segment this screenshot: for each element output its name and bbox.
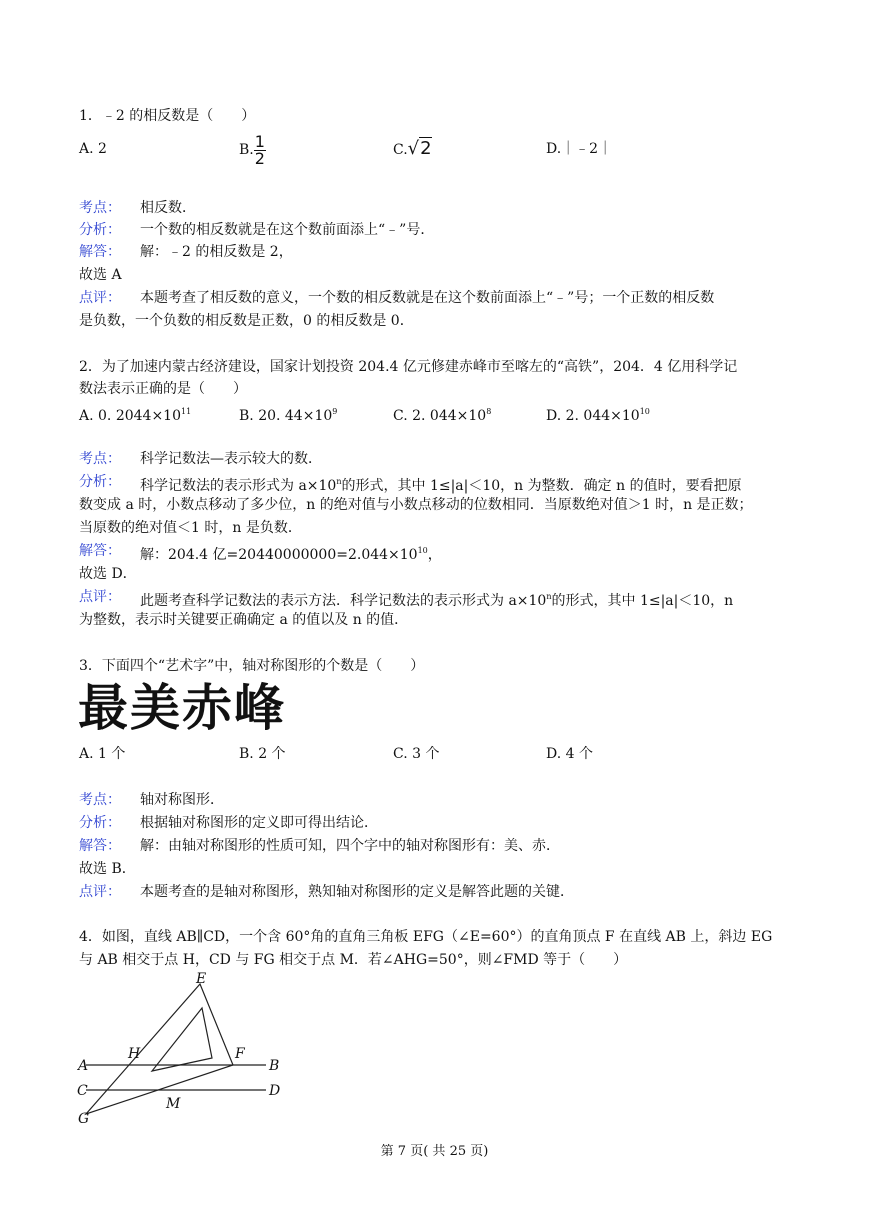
triangle-efg-inner bbox=[152, 1008, 212, 1071]
q2-jieda-label: 解答： bbox=[79, 543, 121, 559]
q3-answer: 故选 B． bbox=[79, 861, 136, 877]
q1-dianping-line1: 本题考查了相反数的意义，一个数的相反数就是在这个数前面添上“﹣”号；一个正数的相反数 bbox=[140, 290, 715, 306]
q3-jieda-label: 解答： bbox=[79, 838, 121, 854]
q2-jieda: 解：204.4 亿$=20440000000=2.044\times 10^{10}$， bbox=[140, 546, 442, 563]
q2-option-c: C. 2. $044\times 10^8$ bbox=[393, 407, 492, 424]
q2-kaodian: 科学记数法—表示较大的数． bbox=[140, 451, 322, 467]
q1-jieda-label: 解答： bbox=[79, 244, 121, 260]
point-a-label: A bbox=[78, 1058, 89, 1074]
q4-geometry-figure bbox=[70, 970, 300, 1130]
q2-answer: 故选 D． bbox=[79, 566, 137, 582]
point-d-label: D bbox=[269, 1083, 281, 1099]
q2-fenxi-line3: 当原数的绝对值＜1 时，n 是负数． bbox=[79, 520, 302, 536]
q1-fenxi: 一个数的相反数就是在这个数前面添上“﹣”号． bbox=[140, 222, 435, 238]
q1-option-a: A. 2 bbox=[79, 141, 107, 157]
q3-dianping: 本题考查的是轴对称图形，熟知轴对称图形的定义是解答此题的关键． bbox=[140, 884, 574, 900]
q4-stem-line2: 与 AB 相交于点 H，CD 与 FG 相交于点 M．若∠AHG=50°，则∠FMD 等于（ ） bbox=[79, 952, 628, 968]
q3-fenxi: 根据轴对称图形的定义即可得出结论． bbox=[140, 815, 378, 831]
q2-dianping-label: 点评： bbox=[79, 589, 121, 605]
q2-dianping-line1: 此题考查科学记数法的表示方法．科学记数法的表示形式为 $a\times 10^n$的形式，其中 1≤|a|＜10，n bbox=[140, 592, 734, 609]
q1-option-c: C.√2 bbox=[393, 138, 432, 159]
current-page: 7 bbox=[397, 1144, 407, 1159]
point-f-label: F bbox=[235, 1046, 245, 1062]
q3-kaodian: 轴对称图形． bbox=[140, 792, 224, 808]
q3-dianping-label: 点评： bbox=[79, 884, 121, 900]
point-e-label: E bbox=[196, 971, 207, 987]
q1-kaodian-label: 考点： bbox=[79, 200, 121, 216]
q1-dianping-label: 点评： bbox=[79, 290, 121, 306]
q2-fenxi-line1: 科学记数法的表示形式为 $a\times 10^n$的形式，其中 1≤|a|＜10，n 为整数．确定 n 的值时，要看把原 bbox=[140, 477, 742, 494]
q2-option-b: B. 20. $44\times 10^9$ bbox=[239, 407, 338, 424]
q2-dianping-line2: 为整数，表示时关键要正确确定 a 的值以及 n 的值． bbox=[79, 612, 409, 628]
q3-option-c: C. 3 个 bbox=[393, 746, 440, 762]
total-pages: 25 bbox=[449, 1144, 467, 1159]
point-h-label: H bbox=[128, 1046, 141, 1062]
q1-option-b-fraction: $\frac{1}{2}$ bbox=[254, 131, 265, 168]
q3-option-d: D. 4 个 bbox=[546, 746, 593, 762]
q1-option-c-sqrt: √2 bbox=[407, 138, 432, 159]
q1-stem: 1．﹣2 的相反数是（ ） bbox=[79, 108, 256, 124]
q2-option-a: A. 0. $2044\times 10^{11}$ bbox=[79, 407, 192, 424]
q4-stem-line1: 4．如图，直线 AB∥CD，一个含 60°角的直角三角板 EFG（∠E=60°）的直角顶点 F 在直线 AB 上，斜边 EG bbox=[79, 929, 773, 945]
triangle-efg-outer bbox=[86, 984, 233, 1114]
q2-fenxi-line2: 数变成 a 时，小数点移动了多少位，n 的绝对值与小数点移动的位数相同．当原数绝对值＞1 时，n 是正数； bbox=[79, 497, 753, 513]
q3-stem: 3．下面四个“艺术字”中，轴对称图形的个数是（ ） bbox=[79, 658, 425, 674]
q1-option-b: B. $\frac{1}{2}$ bbox=[239, 131, 265, 168]
q3-option-b: B. 2 个 bbox=[239, 746, 286, 762]
point-m-label: M bbox=[166, 1096, 181, 1112]
q1-dianping-line2: 是负数，一个负数的相反数是正数，0 的相反数是 0． bbox=[79, 313, 414, 329]
page-footer: 第 7 页( 共 25 页) bbox=[380, 1144, 489, 1159]
point-g-label: G bbox=[78, 1111, 90, 1127]
q2-stem-line2: 数法表示正确的是（ ） bbox=[79, 381, 247, 397]
q1-option-d: D.｜﹣2｜ bbox=[546, 141, 613, 157]
q3-art-text: 最美赤峰 bbox=[78, 679, 286, 737]
q2-fenxi-label: 分析： bbox=[79, 474, 121, 490]
q1-fenxi-label: 分析： bbox=[79, 222, 121, 238]
q1-jieda: 解：﹣2 的相反数是 2， bbox=[140, 244, 293, 260]
q3-option-a: A. 1 个 bbox=[79, 746, 126, 762]
q2-kaodian-label: 考点： bbox=[79, 451, 121, 467]
q1-answer: 故选 A bbox=[79, 267, 122, 283]
q3-fenxi-label: 分析： bbox=[79, 815, 121, 831]
point-c-label: C bbox=[77, 1083, 88, 1099]
q3-jieda: 解：由轴对称图形的性质可知，四个字中的轴对称图形有：美、赤． bbox=[140, 838, 560, 854]
q3-kaodian-label: 考点： bbox=[79, 792, 121, 808]
q2-stem-line1: 2．为了加速内蒙古经济建设，国家计划投资 204.4 亿元修建赤峰市至喀左的“高铁”，204．4 亿用科学记 bbox=[79, 359, 738, 375]
point-b-label: B bbox=[269, 1058, 280, 1074]
q1-kaodian: 相反数． bbox=[140, 200, 196, 216]
q2-option-d: D. 2. $044\times 10^{10}$ bbox=[546, 407, 650, 424]
